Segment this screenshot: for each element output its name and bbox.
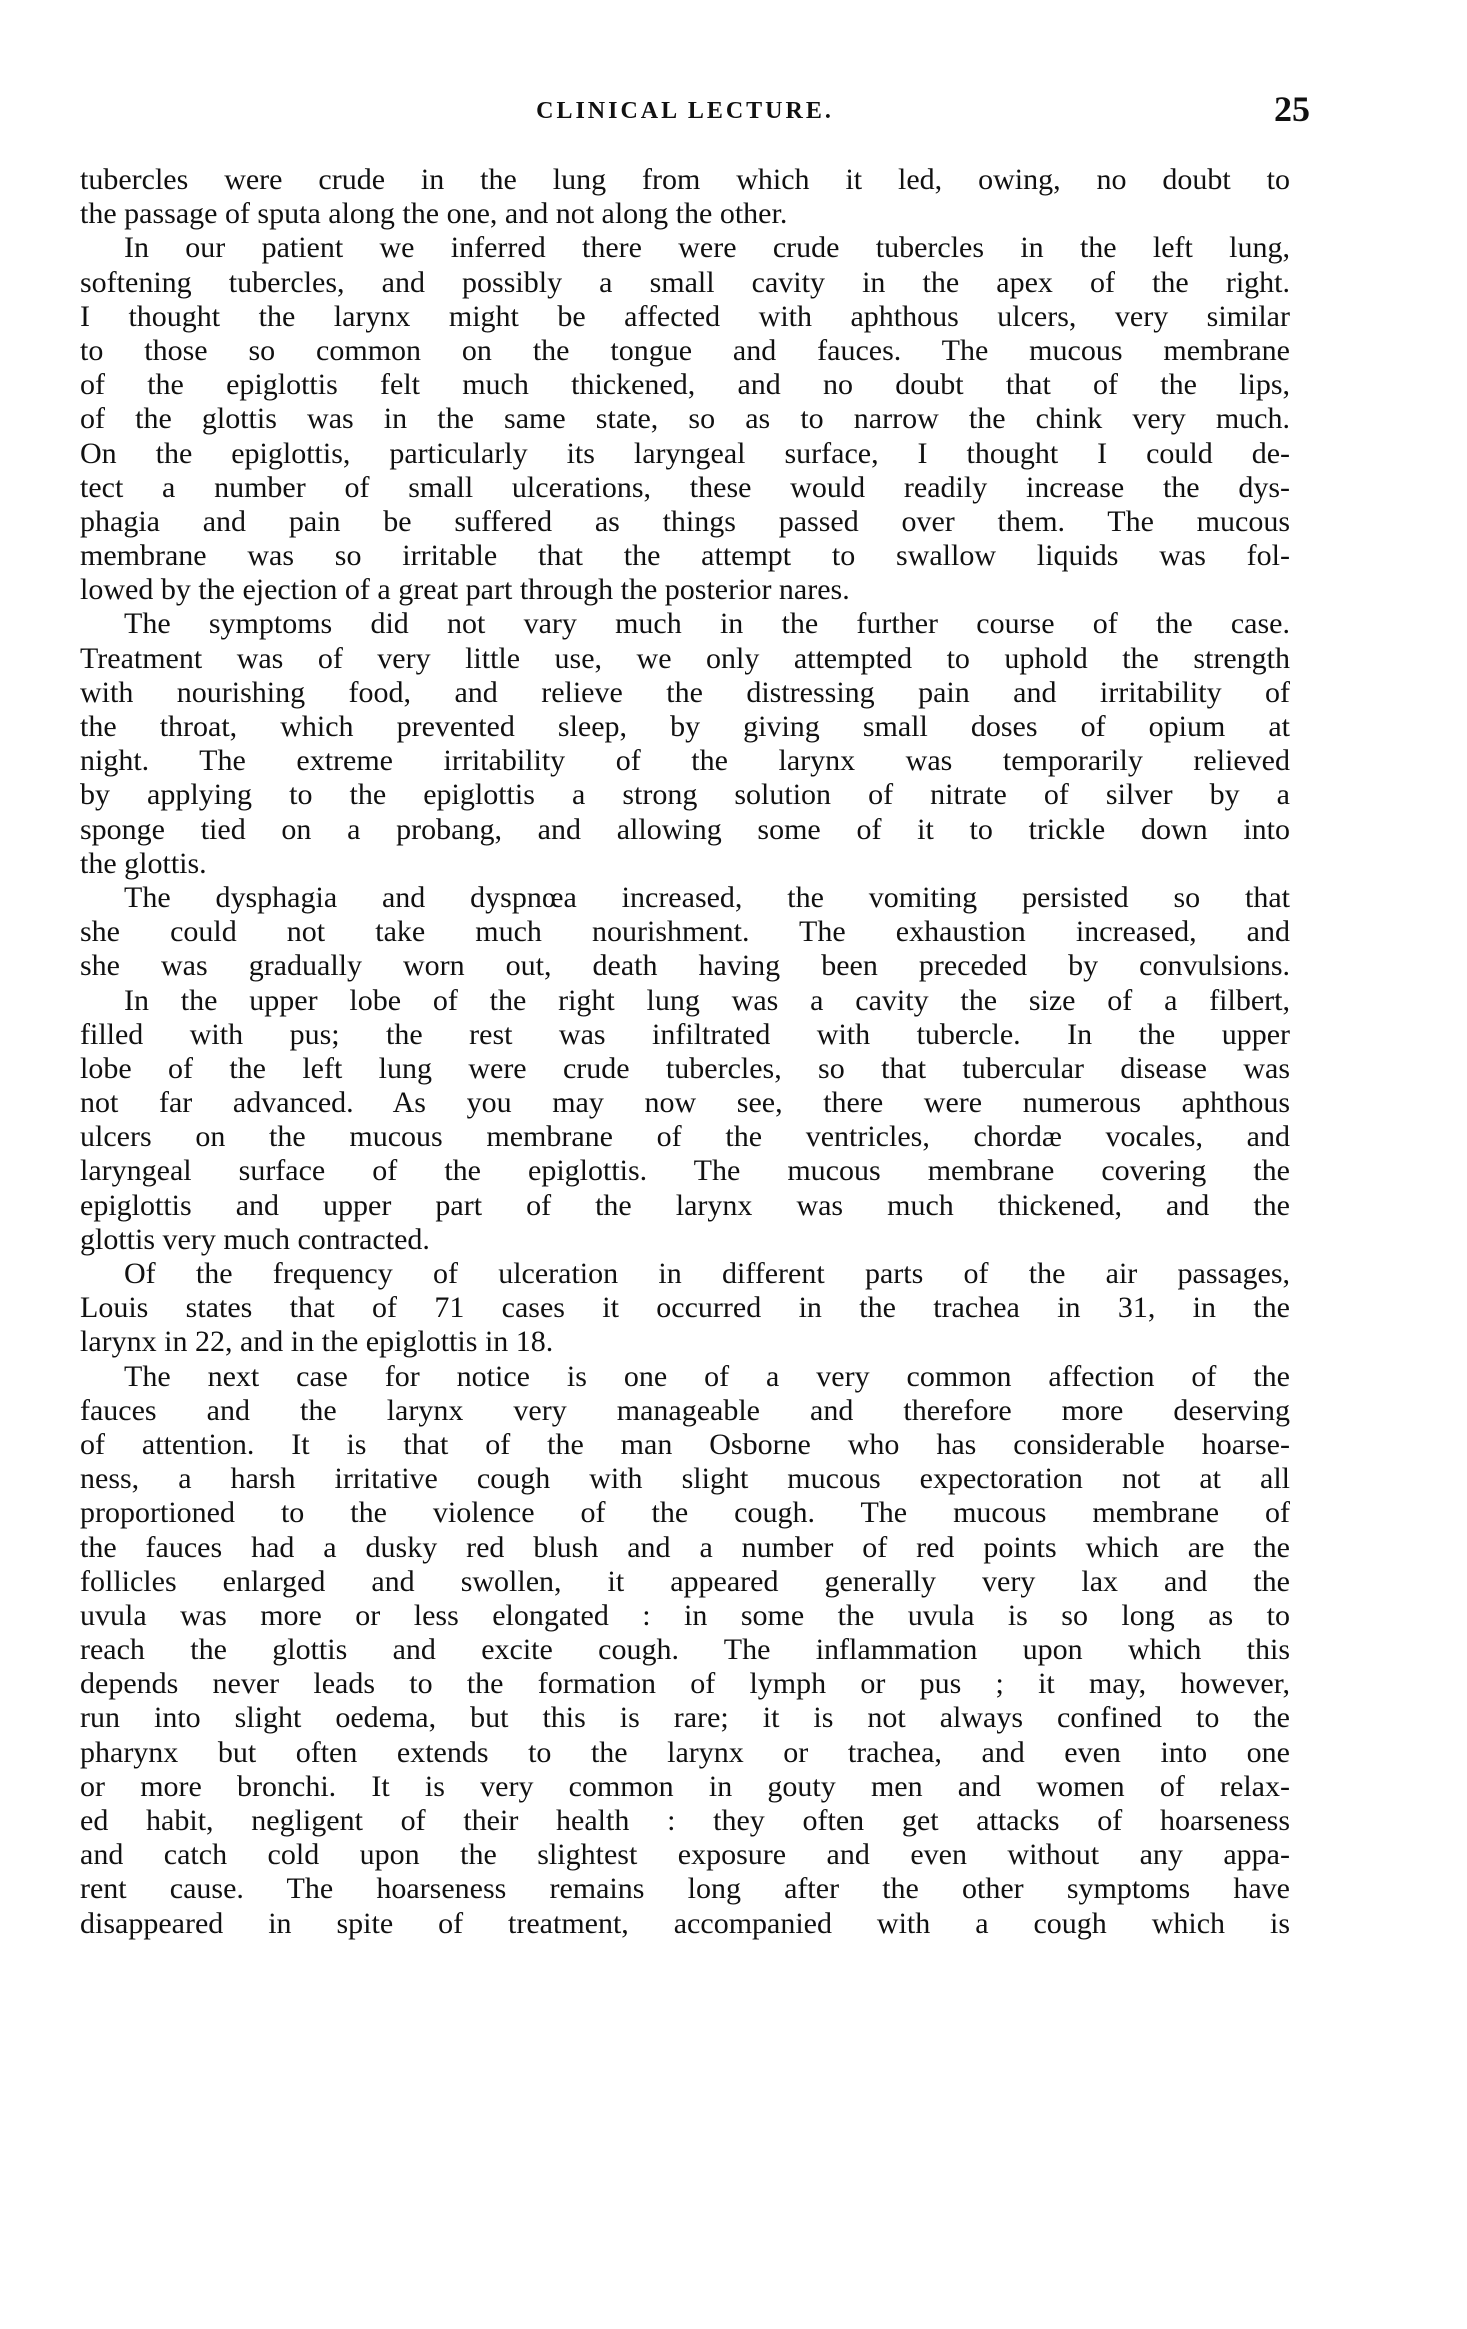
text-line: or more bronchi. It is very common in gouty men and women of relax-	[80, 1769, 1290, 1803]
body-text	[80, 163, 1290, 1941]
text-line: epiglottis and upper part of the larynx was much thickened, and the	[80, 1188, 1290, 1222]
text-line: she could not take much nourishment. The exhaustion increased, and	[80, 915, 1290, 949]
text-line: rent cause. The hoarseness remains long after the other symptoms have	[80, 1872, 1290, 1906]
text-line: softening tubercles, and possibly a small cavity in the apex of the right.	[80, 265, 1290, 299]
text-line: the glottis.	[80, 846, 207, 880]
text-line: proportioned to the violence of the cough. The mucous membrane of	[80, 1496, 1290, 1530]
text-line: night. The extreme irritability of the larynx was temporarily relieved	[80, 744, 1290, 778]
text-line: the passage of sputa along the one, and not along the other.	[80, 197, 788, 231]
running-head	[80, 88, 1310, 132]
text-line: I thought the larynx might be affected with aphthous ulcers, very similar	[80, 299, 1290, 333]
text-line: The next case for notice is one of a very common affection of the	[124, 1359, 1290, 1393]
text-line: Treatment was of very little use, we only attempted to uphold the strength	[80, 641, 1290, 675]
text-line: of the glottis was in the same state, so as to narrow the chink very much.	[80, 402, 1290, 436]
text-line: she was gradually worn out, death having been preceded by convulsions.	[80, 949, 1290, 983]
running-title: CLINICAL LECTURE.	[536, 98, 834, 124]
text-line: reach the glottis and excite cough. The inflammation upon which this	[80, 1633, 1290, 1667]
text-line: tubercles were crude in the lung from which it led, owing, no doubt to	[80, 163, 1290, 196]
text-line: by applying to the epiglottis a strong solution of nitrate of silver by a	[80, 778, 1290, 812]
text-line: lobe of the left lung were crude tubercles, so that tubercular disease was	[80, 1051, 1290, 1085]
text-line: and catch cold upon the slightest exposure and even without any appa-	[80, 1838, 1290, 1872]
text-line: uvula was more or less elongated : in some the uvula is so long as to	[80, 1598, 1290, 1632]
text-line: to those so common on the tongue and fauces. The mucous membrane	[80, 333, 1290, 367]
text-line: filled with pus; the rest was infiltrated with tubercle. In the upper	[80, 1017, 1290, 1051]
text-line: In the upper lobe of the right lung was a cavity the size of a filbert,	[124, 983, 1290, 1017]
text-line: of the epiglottis felt much thickened, and no doubt that of the lips,	[80, 368, 1290, 402]
text-line: depends never leads to the formation of lymph or pus ; it may, however,	[80, 1667, 1290, 1701]
text-line: disappeared in spite of treatment, accompanied with a cough which is	[80, 1906, 1290, 1940]
text-line: lowed by the ejection of a great part through the posterior nares.	[80, 573, 850, 607]
text-line: ed habit, negligent of their health : they often get attacks of hoarseness	[80, 1804, 1290, 1837]
text-line: The dysphagia and dyspnœa increased, the vomiting persisted so that	[124, 880, 1290, 914]
text-line: Of the frequency of ulceration in different parts of the air passages,	[124, 1257, 1290, 1290]
text-line: larynx in 22, and in the epiglottis in 18.	[80, 1325, 554, 1359]
text-line: phagia and pain be suffered as things passed over them. The mucous	[80, 504, 1290, 538]
text-line: tect a number of small ulcerations, these would readily increase the dys-	[80, 470, 1290, 504]
text-line: pharynx but often extends to the larynx or trachea, and even into one	[80, 1735, 1290, 1769]
text-line: sponge tied on a probang, and allowing some of it to trickle down into	[80, 812, 1290, 846]
text-line: On the epiglottis, particularly its laryngeal surface, I thought I could de-	[80, 436, 1290, 470]
text-line: of attention. It is that of the man Osborne who has considerable hoarse-	[80, 1427, 1290, 1461]
text-line: fauces and the larynx very manageable and therefore more deserving	[80, 1393, 1290, 1427]
text-line: not far advanced. As you may now see, there were numerous aphthous	[80, 1086, 1290, 1120]
text-line: laryngeal surface of the epiglottis. The mucous membrane covering the	[80, 1154, 1290, 1188]
page-number: 25	[1274, 89, 1310, 129]
text-line: with nourishing food, and relieve the distressing pain and irritability of	[80, 675, 1290, 709]
text-line: Louis states that of 71 cases it occurred in the trachea in 31, in the	[80, 1291, 1290, 1325]
text-line: run into slight oedema, but this is rare; it is not always confined to the	[80, 1701, 1290, 1735]
text-line: glottis very much contracted.	[80, 1222, 430, 1256]
text-line: follicles enlarged and swollen, it appeared generally very lax and the	[80, 1564, 1290, 1598]
text-line: the fauces had a dusky red blush and a number of red points which are the	[80, 1530, 1290, 1564]
text-line: membrane was so irritable that the attempt to swallow liquids was fol-	[80, 539, 1290, 573]
text-line: The symptoms did not vary much in the further course of the case.	[124, 607, 1290, 641]
text-line: In our patient we inferred there were crude tubercles in the left lung,	[124, 231, 1290, 265]
text-line: ness, a harsh irritative cough with slight mucous expectoration not at all	[80, 1462, 1290, 1496]
text-line: ulcers on the mucous membrane of the ventricles, chordæ vocales, and	[80, 1120, 1290, 1154]
text-line: the throat, which prevented sleep, by giving small doses of opium at	[80, 710, 1290, 743]
